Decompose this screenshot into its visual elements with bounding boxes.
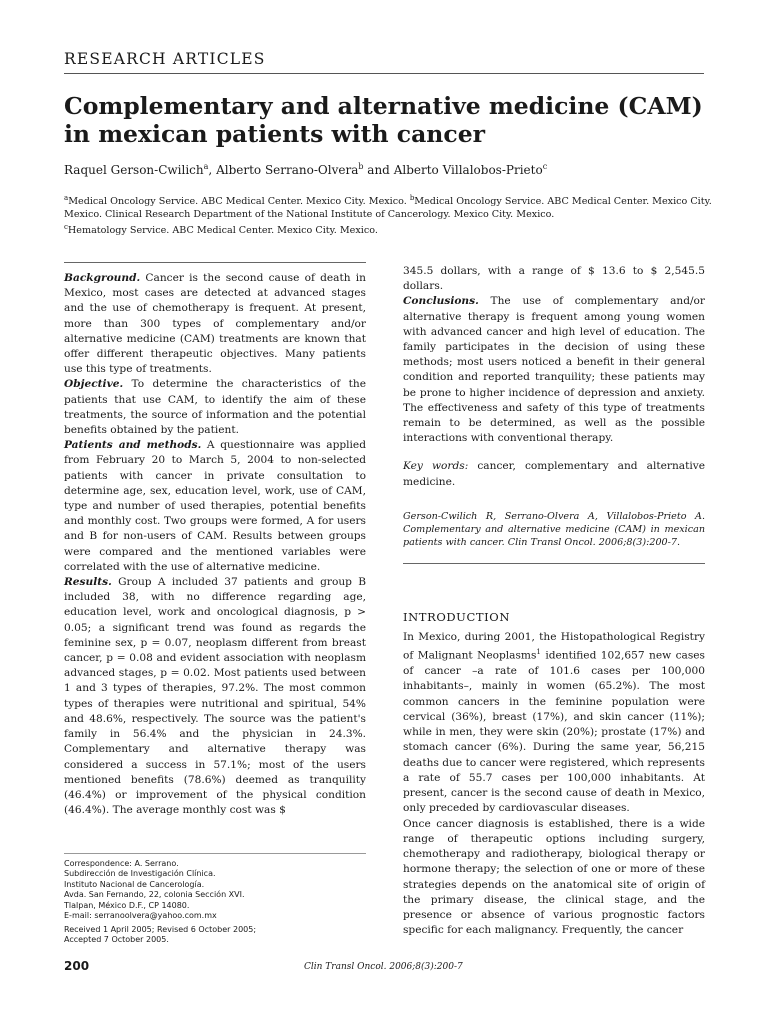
conclusions-heading: Conclusions.: [403, 295, 479, 308]
correspondence-line: Subdirección de Investigación Clínica.: [64, 869, 216, 879]
results-heading: Results.: [64, 576, 112, 589]
results-text: Group A included 37 patients and group B included 38, with no difference regarding age, education level, work and oncological diagnosis, p > 0.05; a significant trend was found as regards the feminine sex, p = 0.07, neoplasm different from breast cancer, p = 0.08 and evident association with neoplasm advanced stages, p = 0.02. Most patients used between 1 and 3 types of therapies, 97.2%. The most common types of therapies were nutritional and spiritual, 54% and 48.6%, respectively. The source was the patient's family in 56.4% and the physician in 24.3%. Complementary and alternative therapy was considered a success in 57.1%; most of the users mentioned benefits (78.6%) deemed as tranquility (46.4%) or improvement of the physical condition (46.4%). The average monthly cost was $: [64, 576, 366, 817]
section-label: RESEARCH ARTICLES: [64, 50, 266, 68]
journal-footer: Clin Transl Oncol. 2006;8(3):200-7: [304, 962, 463, 972]
intro-text: identified 102,657 new cases of cancer –a rate of 101.6 cases per 100,000 inhabitants–, mainly in women (65.2%). The most common cancers in the feminine population were cervical (36%), breast (17%), and skin cancer (11%); while in men, they were skin (20%); prostate (17%) and stomach cancer (6%). During the same year, 56,215 deaths due to cancer were registered, which represents a rate of 55.7 cases per 100,000 inhabitants. At present, cancer is the second cause of death in Mexico, only preceded by cardiovascular diseases.: [403, 649, 705, 815]
intro-paragraph: Once cancer diagnosis is established, there is a wide range of therapeutic options including surgery, chemotherapy and radiotherapy, biological therapy or hormone therapy; the selection of one or more of these strategies depends on the anatomical site of origin of the primary disease, the clinical stage, and the presence or absence of various prognostic factors specific for each malignancy. Frequently, the cancer: [403, 817, 705, 937]
abstract-results: [64, 575, 366, 818]
correspondence: [64, 859, 364, 921]
objective-text: To determine the characteristics of the patients that use CAM, to identify the aim of these treatments, the source of information and the potential benefits obtained by the patient.: [64, 378, 366, 437]
affil-text: Medical Oncology Service. ABC Medical Center. Mexico City. Mexico. Clinical Research Department of the National Institute of Cancerology. Mexico City. Mexico.: [64, 196, 712, 220]
introduction-body: [403, 630, 705, 939]
affil-sup: a: [64, 194, 69, 202]
correspondence-email: E-mail: serranoolvera@yahoo.com.mx: [64, 911, 217, 921]
reference-sup: 1: [536, 648, 541, 657]
affil-sup: c: [64, 223, 68, 232]
results-continued: 345.5 dollars, with a range of $ 13.6 to $ 2,545.5 dollars.: [403, 265, 705, 293]
citation: Gerson-Cwilich R, Serrano-Olvera A, Villalobos-Prieto A. Complementary and alternative medicine (CAM) in mexican patients with cancer. Clin Transl Oncol. 2006;8(3):200-7.: [403, 510, 705, 548]
author-sup: b: [358, 162, 364, 171]
abstract-methods: [64, 438, 366, 575]
header-rule: [64, 73, 704, 74]
affil-sup: b: [409, 194, 415, 202]
background-text: Cancer is the second cause of death in Mexico, most cases are detected at advanced stages and the use of chemotherapy is frequent. At present, more than 300 types of complementary and/or alternative medicine (CAM) treatments are known that offer different therapeutic objectives. Many patients use this type of treatments.: [64, 272, 366, 376]
affiliations: [64, 192, 714, 238]
author-name: Raquel Gerson-Cwilich: [64, 163, 204, 177]
author-sep: ,: [208, 163, 217, 177]
affil-text: Medical Oncology Service. ABC Medical Center. Mexico City. Mexico.: [68, 196, 410, 208]
correspondence-line: Tlalpan, México D.F., CP 14080.: [64, 900, 190, 910]
received-date: Received 1 April 2005; Revised 6 October 2005;: [64, 925, 257, 934]
page-number: 200: [64, 959, 90, 973]
abstract-left-column: [64, 271, 366, 818]
affil-text: Hematology Service. ABC Medical Center. Mexico City. Mexico.: [67, 225, 378, 237]
author-sep: and: [363, 163, 394, 177]
abstract-bottom-rule: [403, 563, 705, 564]
author-sup: c: [542, 162, 548, 171]
author-list: [64, 162, 547, 177]
keywords-heading: Key words:: [403, 460, 469, 473]
background-heading: Background.: [64, 272, 141, 284]
correspondence-line: Instituto Nacional de Cancerología.: [64, 879, 205, 889]
keywords: [403, 459, 705, 489]
author-name: Alberto Villalobos-Prieto: [393, 163, 543, 177]
article-dates: [64, 925, 364, 946]
methods-heading: Patients and methods.: [64, 439, 202, 452]
abstract-conclusions: [403, 294, 705, 446]
introduction-heading: INTRODUCTION: [403, 610, 510, 624]
correspondence-rule: [64, 853, 366, 854]
abstract-objective: [64, 377, 366, 438]
methods-text: A questionnaire was applied from February 20 to March 5, 2004 to non-selected patients with cancer in private consultation to determine age, sex, education level, work, use of CAM, type and number of used therapies, potential benefits and monthly cost. Two groups were formed, A for users and B for non-users of CAM. Results between groups were compared and the mentioned variables were correlated with the use of alternative medicine.: [64, 439, 366, 573]
accepted-date: Accepted 7 October 2005.: [64, 935, 169, 945]
author-name: Alberto Serrano-Olvera: [216, 163, 359, 177]
abstract-top-rule: [64, 262, 366, 263]
intro-paragraph: [403, 630, 705, 817]
correspondence-line: Avda. San Fernando, 22, colonia Sección XVI.: [64, 890, 245, 900]
keywords-text: cancer, complementary and alternative medicine.: [403, 460, 705, 488]
author-sup: a: [203, 162, 209, 171]
abstract-right-column: [403, 264, 705, 549]
objective-heading: Objective.: [64, 378, 124, 391]
intro-text: In Mexico, during 2001, the Histopathological Registry of Malignant Neoplasms: [403, 631, 705, 662]
correspondence-line: Correspondence: A. Serrano.: [64, 859, 179, 868]
conclusions-text: The use of complementary and/or alternative therapy is frequent among young women with advanced cancer and high level of education. The family participates in the decision of using these methods; most users noticed a benefit in their general condition and reported tranquility; these patients may be prone to higher incidence of depression and anxiety. The effectiveness and safety of this type of treatments remain to be determined, as well as the possible interactions with conventional therapy.: [403, 295, 705, 445]
article-title: Complementary and alternative medicine (CAM) in mexican patients with cancer: [64, 92, 703, 148]
abstract-background: [64, 271, 366, 377]
